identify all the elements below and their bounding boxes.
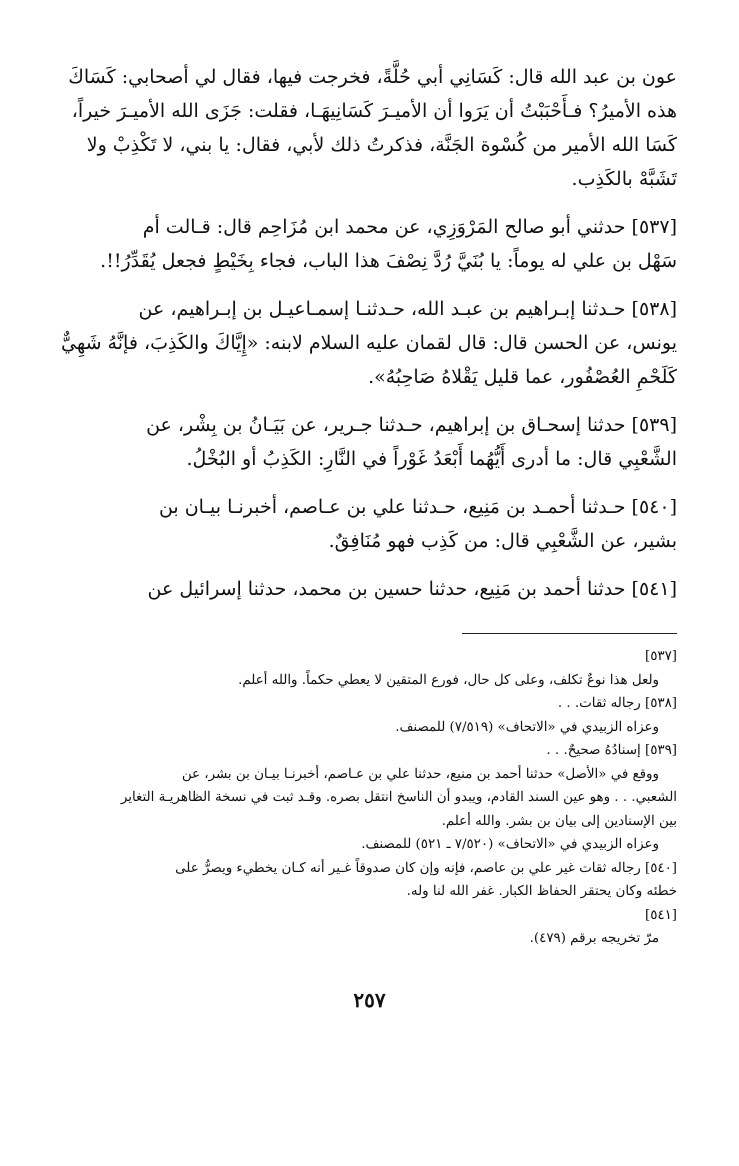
text-line: تَشَبَّهْ بالكَذِب. [571, 168, 677, 190]
footnote-line: [٥٤٠] رجاله ثقات غير علي بن عاصم، فإنه وإن كان صدوقاً غـير أنه كـان يخطيء ويصرُّ على [175, 860, 677, 876]
paragraph-537 [59, 210, 677, 278]
paragraph-538 [59, 292, 677, 394]
paragraph-continuation [59, 60, 677, 196]
page-number: ٢٥٧ [353, 988, 386, 1012]
paragraph-541 [59, 572, 677, 606]
text-line: [٥٤٠] حـدثنا أحمـد بن مَنِيع، حـدثنا علي بن عـاصم، أخبرنـا بيـان بن [158, 496, 677, 518]
text-line: [٥٣٩] حدثنا إسحـاق بن إبراهيم، حـدثنا جـرير، عن بَيَـانُ بن بِشْر، عن [146, 414, 677, 436]
paragraph-539 [59, 408, 677, 476]
footnotes [59, 645, 677, 951]
text-line: كَلَحْمِ العُصْفُور، عما قليل يَقْلاهُ صَاحِبُهُ». [368, 366, 677, 388]
footnote-separator [462, 633, 677, 634]
paragraph-540 [59, 490, 677, 558]
footnote-line: الشعبي. . . وهو عين السند القادم، ويبدو أن الناسخ انتقل بصره. وقـد ثبت في نسخة الظاهريـة التغاير [120, 790, 677, 805]
footnote-line: ولعل هذا نوعٌ تكلف، وعلى كل حال، فورع المتقين لا يعطي حكماً. والله أعلم. [238, 672, 659, 688]
footnote-line: خطئه وكان يحتقر الحفاظ الكبار. غفر الله لنا وله. [406, 884, 677, 899]
main-text [59, 60, 677, 620]
footnote-line: ووقع في «الأصل» حدثنا أحمد بن منيع، حدثنا علي بن عـاصم، أخبرنـا بيـان بن بشر، عن [181, 766, 659, 782]
text-line: هذه الأميرُ؟ فـأَحْبَبْتُ أن يَرَوا أن الأميـرَ كَسَانِيهَـا، فقلت: جَزَى الله الأميـرَ خيراً، [71, 100, 677, 122]
footnote-line: مرّ تخريجه برقم (٤٧٩). [529, 931, 659, 946]
footnote-line: وعزاه الزبيدي في «الاتحاف» (٧/٥١٩) للمصنف. [395, 719, 659, 735]
footnote-line: بين الإسنادين إلى بيان بن بشر. والله أعلم. [441, 813, 677, 829]
text-line: [٥٣٨] حـدثنا إبـراهيم بن عبـد الله، حـدثنـا إسمـاعيـل بن إبـراهيم، عن [138, 298, 677, 320]
text-line: يونس، عن الحسن قال: قال لقمان عليه السلام لابنه: «إِيَّاكَ والكَذِبَ، فإنَّهُ شَهِيٌّ [61, 332, 677, 354]
footnote-line: [٥٣٧] [644, 649, 677, 664]
text-line: [٥٤١] حدثنا أحمد بن مَنِيع، حدثنا حسين بن محمد، حدثنا إسرائيل عن [147, 578, 677, 600]
text-line: عون بن عبد الله قال: كَسَانِي أبي حُلَّةً، فخرجت فيها، فقال لي أصحابي: كَسَاكَ [68, 66, 677, 88]
text-line: كَسَا الله الأمير من كُسْوة الجَنَّة، فذكرتُ ذلك لأبي، فقال: يا بني، لا تَكْذِبْ ولا [86, 134, 677, 156]
text-line: سَهْل بن علي له يوماً: يا بُنَيَّ رُدَّ نِصْفَ هذا الباب، فجاء بِخَيْطٍ فجعل يُقَدِّرُ!!. [100, 250, 677, 272]
footnote-line: [٥٣٨] رجاله ثقات. . . [557, 696, 677, 711]
footnote-line: [٥٣٩] إسنادُهُ صحيحٌ. . . [546, 743, 677, 758]
footnote-line: وعزاه الزبيدي في «الاتحاف» (٧/٥٢٠ ـ ٥٢١) للمصنف. [361, 837, 659, 852]
text-line: بشير، عن الشَّعْبِي قال: من كَذِب فهو مُنَافِقٌ. [328, 530, 677, 552]
text-line: [٥٣٧] حدثني أبو صالح المَرْوَزِي، عن محمد ابن مُزَاحِم قال: قـالت أم [142, 216, 677, 238]
text-line: الشَّعْبِي قال: ما أدرى أَيُّهُما أَبْعَدُ غَوْراً في النَّارِ: الكَذِبُ أو البُخْلُ. [186, 448, 677, 470]
footnote-line: [٥٤١] [644, 907, 677, 923]
